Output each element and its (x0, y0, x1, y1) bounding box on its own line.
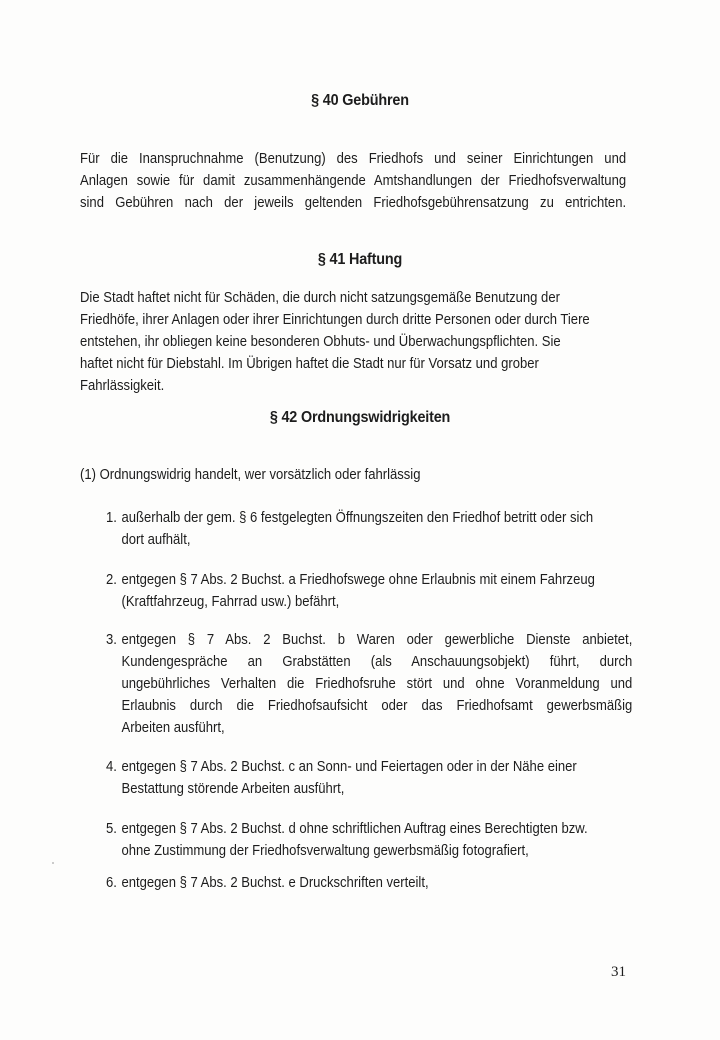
clause-1: (1) Ordnungswidrig handelt, wer vorsätzlich oder fahrlässig (80, 466, 421, 483)
list-item-text (121, 507, 593, 551)
list-item-line: entgegen § 7 Abs. 2 Buchst. a Friedhofswege ohne Erlaubnis mit einem Fahrzeug (121, 571, 595, 588)
scan-speck (52, 862, 54, 864)
list-item-line: entgegen § 7 Abs. 2 Buchst. d ohne schriftlichen Auftrag eines Berechtigten bzw. (121, 820, 588, 837)
list-item-number: 6. (106, 874, 117, 891)
list-item-line: Bestattung störende Arbeiten ausführt, (121, 780, 345, 797)
paragraph-line: Für die Inanspruchnahme (Benutzung) des Friedhofs und seiner Einrichtungen und (80, 150, 627, 167)
paragraph-line: Fahrlässigkeit. (80, 377, 165, 394)
list-item-text (121, 756, 576, 800)
paragraph-line: haftet nicht für Diebstahl. Im Übrigen haftet die Stadt nur für Vorsatz und grober (80, 355, 539, 372)
section-heading-41: § 41 Haftung (317, 251, 403, 268)
list-item-line: Kundengespräche an Grabstätten (als Anschauungsobjekt) führt, durch (121, 653, 633, 670)
section-40-paragraph (80, 148, 626, 214)
paragraph-line: Die Stadt haftet nicht für Schäden, die durch nicht satzungsgemäße Benutzung der (80, 289, 560, 306)
list-item-line: entgegen § 7 Abs. 2 Buchst. b Waren oder gewerbliche Dienste anbietet, (121, 631, 633, 648)
list-item-line: ungebührliches Verhalten die Friedhofsruhe stört und ohne Voranmeldung und (121, 675, 633, 692)
list-item-line: außerhalb der gem. § 6 festgelegten Öffnungszeiten den Friedhof betritt oder sich (121, 509, 594, 526)
list-item-line: (Kraftfahrzeug, Fahrrad usw.) befährt, (121, 593, 340, 610)
paragraph-line: entstehen, ihr obliegen keine besonderen Obhuts- und Überwachungspflichten. Sie (80, 333, 561, 350)
section-41-paragraph (80, 287, 590, 397)
section-heading-40: § 40 Gebühren (311, 92, 409, 109)
page-number: 31 (611, 964, 626, 980)
list-item-text (121, 818, 587, 862)
list-item-text (121, 629, 632, 739)
list-item-number: 5. (106, 820, 117, 837)
list-item-line: entgegen § 7 Abs. 2 Buchst. c an Sonn- und Feiertagen oder in der Nähe einer (121, 758, 577, 775)
paragraph-line: sind Gebühren nach der jeweils geltenden Friedhofsgebührensatzung zu entrichten. (80, 194, 627, 211)
list-item-line: ohne Zustimmung der Friedhofsverwaltung gewerbsmäßig fotografiert, (121, 842, 529, 859)
list-item-line: entgegen § 7 Abs. 2 Buchst. e Druckschriften verteilt, (121, 874, 429, 891)
list-item-text (121, 872, 428, 894)
list-item-number: 3. (106, 631, 117, 648)
list-item-line: dort aufhält, (121, 531, 191, 548)
paragraph-line: Friedhöfe, ihrer Anlagen oder ihrer Einrichtungen durch dritte Personen oder durch Tiere (80, 311, 590, 328)
list-item-line: Arbeiten ausführt, (121, 719, 225, 736)
paragraph-line: Anlagen sowie für damit zusammenhängende Amtshandlungen der Friedhofsverwaltung (80, 172, 627, 189)
section-heading-42: § 42 Ordnungswidrigkeiten (269, 409, 451, 426)
list-item-number: 1. (106, 509, 117, 526)
list-item-line: Erlaubnis durch die Friedhofsaufsicht oder das Friedhofsamt gewerbsmäßig (121, 697, 633, 714)
list-item-number: 4. (106, 758, 117, 775)
list-item-text (121, 569, 594, 613)
list-item-number: 2. (106, 571, 117, 588)
